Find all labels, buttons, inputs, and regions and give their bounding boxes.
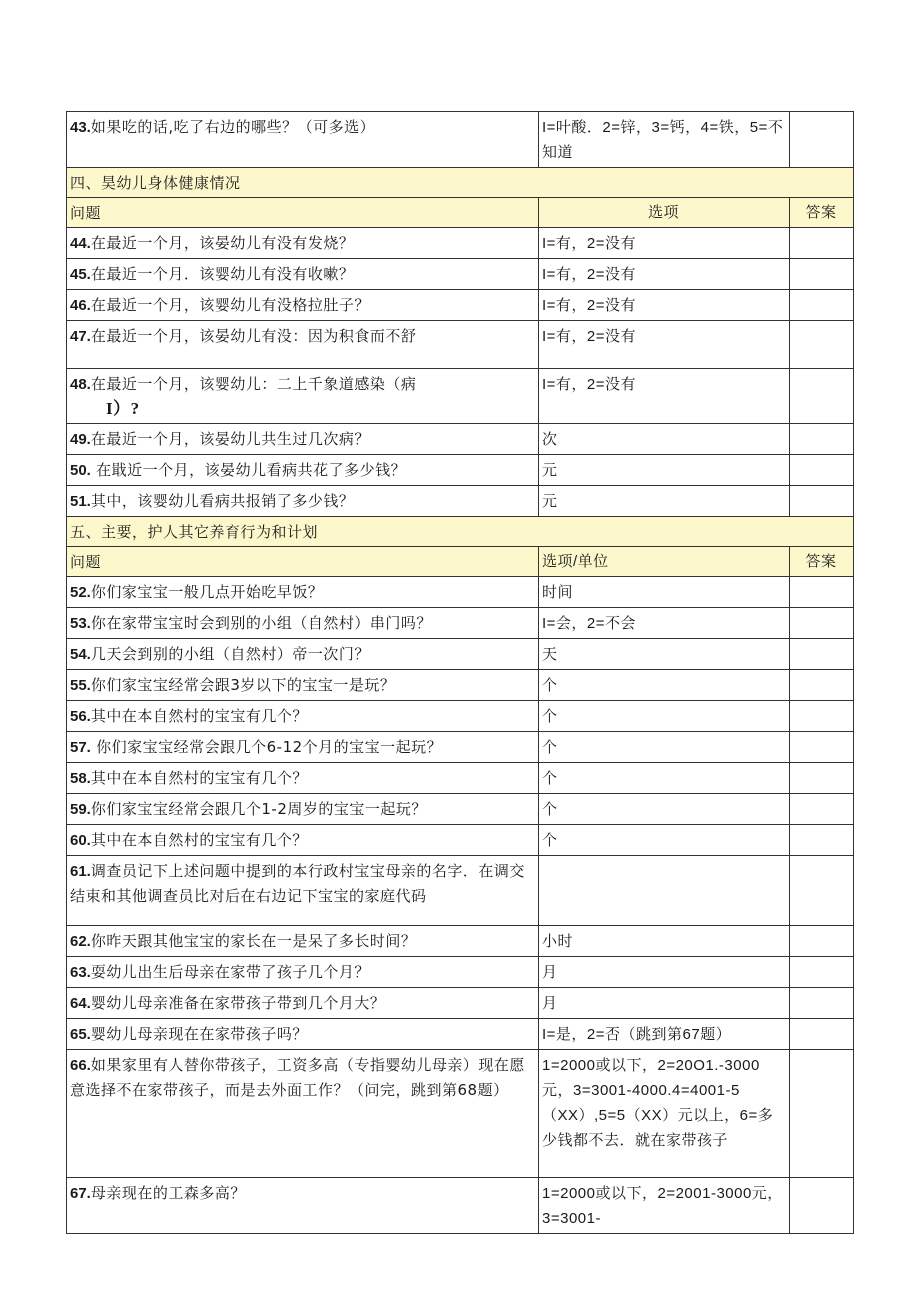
options-cell [539,957,790,988]
survey-table [66,111,854,1234]
question-row [67,701,854,732]
options-cell [539,455,790,486]
options-text: I=会，2=不会 [542,615,637,632]
question-text: 如果吃的话,吃了右边的哪些？（可多选） [90,118,376,136]
question-text: 调查员记下上述问题中提到的本行政村宝宝母亲的名字．在调交结束和其他调查员比对后在右边记下宝宝的家庭代码 [70,862,525,905]
question-text: 在最近一个月，该晏幼儿共生过几次病？ [90,430,370,448]
question-row [67,639,854,670]
question-cell [67,794,539,825]
options-text: 个 [542,677,558,694]
answer-field[interactable] [790,825,854,856]
question-row [67,290,854,321]
options-cell [539,988,790,1019]
options-text: I=叶酸．2=锌，3=钙，4=铁，5=不知道 [542,119,784,161]
answer-field[interactable] [790,639,854,670]
question-number: 51. [70,493,91,510]
question-cell [67,1019,539,1050]
options-cell [539,794,790,825]
question-number: 53. [70,615,91,632]
options-cell [539,1050,790,1178]
options-text: 个 [542,832,558,849]
question-row [67,424,854,455]
question-cell [67,369,539,424]
question-text: 耍幼儿出生后母亲在家带了孩子几个月？ [90,963,370,981]
answer-field[interactable] [790,259,854,290]
question-number: 47. [70,328,91,345]
question-text: 几天会到别的小组（自然村）帝一次门？ [90,645,370,663]
options-cell [539,1178,790,1234]
question-cell [67,228,539,259]
answer-field[interactable] [790,321,854,369]
question-number: 57. [70,739,91,756]
question-number: 44. [70,235,91,252]
question-cell [67,424,539,455]
question-cell [67,1178,539,1234]
header-answer: 答案 [790,547,854,577]
question-text: 在最近一个月，该婴幼儿：二上千象道感染（病 [90,375,417,393]
answer-field[interactable] [790,228,854,259]
question-text: 婴幼儿母亲现在在家带孩子吗？ [90,1025,308,1043]
question-row [67,228,854,259]
answer-field[interactable] [790,794,854,825]
question-row [67,259,854,290]
question-row [67,926,854,957]
options-text: 1=2000或以下，2=2001-3000元，3=3001- [542,1185,783,1227]
question-row [67,957,854,988]
question-number: 43. [70,119,91,136]
question-number: 58. [70,770,91,787]
answer-field[interactable] [790,608,854,639]
options-text: I=有，2=没有 [542,235,637,252]
question-text: 在最近一个月，该婴幼儿有没格拉肚子？ [90,296,370,314]
section-heading: 四、昊幼儿身体健康情况 [67,168,854,198]
question-cell [67,825,539,856]
answer-field[interactable] [790,455,854,486]
question-text: 你们家宝宝一般几点开始吃早饭？ [90,583,324,601]
section-heading: 五、主要，护人其它养育行为和计划 [67,517,854,547]
question-number: 55. [70,677,91,694]
options-text: 月 [542,964,558,981]
question-text: 在戢近一个月，该晏幼儿看病共花了多少钱？ [90,461,407,479]
options-cell [539,486,790,517]
header-options: 选项/单位 [539,547,790,577]
question-cell [67,639,539,670]
options-text: 次 [542,431,558,448]
survey-table-body [67,112,854,1234]
question-number: 65. [70,1026,91,1043]
answer-field[interactable] [790,1178,854,1234]
column-header-row [67,198,854,228]
options-cell [539,926,790,957]
answer-field[interactable] [790,988,854,1019]
answer-field[interactable] [790,424,854,455]
options-text: 个 [542,739,558,756]
question-text: 其中在本自然村的宝宝有几个？ [90,707,308,725]
options-cell [539,577,790,608]
options-cell [539,670,790,701]
answer-field[interactable] [790,957,854,988]
question-text: 其中在本自然村的宝宝有几个？ [90,769,308,787]
question-cell [67,763,539,794]
question-number: 63. [70,964,91,981]
question-row [67,369,854,424]
question-number: 45. [70,266,91,283]
question-cell [67,1050,539,1178]
question-cell [67,670,539,701]
answer-field[interactable] [790,763,854,794]
options-cell [539,763,790,794]
answer-field[interactable] [790,701,854,732]
question-row [67,825,854,856]
question-row [67,1178,854,1234]
question-row [67,486,854,517]
answer-field[interactable] [790,112,854,168]
question-text: 你们家宝宝经常会跟3岁以下的宝宝一是玩？ [90,676,396,694]
question-number: 67. [70,1185,91,1202]
question-text: 在最近一个月．该婴幼儿有没有收嗽？ [90,265,355,283]
question-text: 母亲现在的工森多高？ [90,1184,246,1202]
options-text: 时间 [542,584,574,601]
question-row [67,112,854,168]
question-cell [67,486,539,517]
options-cell [539,732,790,763]
answer-field[interactable] [790,926,854,957]
question-row [67,321,854,369]
answer-field[interactable] [790,290,854,321]
question-text: 如果家里有人替你带孩子，工资多高（专指婴幼儿母亲）现在愿意选择不在家带孩子，而是去外面工作？（问完，跳到第68题） [70,1056,525,1099]
question-text-tail: I）? [106,399,140,418]
question-number: 49. [70,431,91,448]
question-row [67,670,854,701]
question-cell [67,577,539,608]
options-text: 个 [542,770,558,787]
options-cell [539,701,790,732]
question-number: 48. [70,376,91,393]
question-cell [67,321,539,369]
section-heading-row [67,168,854,198]
answer-field[interactable] [790,577,854,608]
question-row [67,577,854,608]
options-cell [539,112,790,168]
options-cell [539,1019,790,1050]
question-cell [67,732,539,763]
answer-field[interactable] [790,369,854,424]
options-cell [539,825,790,856]
answer-field[interactable] [790,732,854,763]
question-cell [67,988,539,1019]
options-text: I=有，2=没有 [542,266,637,283]
question-number: 66. [70,1057,91,1074]
question-row [67,988,854,1019]
question-cell [67,957,539,988]
question-text: 你昨天跟其他宝宝的家长在一是呆了多长时间？ [90,932,417,950]
options-text: 小时 [542,933,574,950]
options-text: 个 [542,708,558,725]
question-text: 在最近一个月，该晏幼儿有没有发烧？ [90,234,355,252]
question-row [67,794,854,825]
question-cell [67,856,539,926]
options-text: 天 [542,646,558,663]
section-heading-row [67,517,854,547]
question-number: 56. [70,708,91,725]
options-text: I=是，2=否（跳到第67题） [542,1026,732,1043]
question-cell [67,926,539,957]
options-cell [539,228,790,259]
question-number: 54. [70,646,91,663]
options-text: 元 [542,493,558,510]
question-row [67,856,854,926]
answer-field[interactable] [790,486,854,517]
options-text: I=有，2=没有 [542,376,637,393]
question-row [67,455,854,486]
question-cell [67,608,539,639]
header-options: 选项 [539,198,790,228]
question-text: 其中在本自然村的宝宝有几个？ [90,831,308,849]
answer-field[interactable] [790,1050,854,1178]
question-number: 50. [70,462,91,479]
answer-field[interactable] [790,1019,854,1050]
question-number: 64. [70,995,91,1012]
header-question: 问题 [67,547,539,577]
header-answer: 答案 [790,198,854,228]
answer-field[interactable] [790,856,854,926]
question-row [67,763,854,794]
header-question: 问题 [67,198,539,228]
options-cell [539,608,790,639]
question-number: 60. [70,832,91,849]
options-cell [539,856,790,926]
answer-field[interactable] [790,670,854,701]
question-cell [67,290,539,321]
question-text: 你们家宝宝经常会跟几个6-12个月的宝宝一起玩？ [90,738,443,756]
question-row [67,1050,854,1178]
options-text: 1=2000或以下，2=20O1.-3000元，3=3001-4000.4=4001-5（XX）,5=5（XX）元以上，6=多少钱都不去．就在家带孩子 [542,1057,774,1149]
question-cell [67,112,539,168]
question-number: 59. [70,801,91,818]
options-cell [539,424,790,455]
question-number: 46. [70,297,91,314]
question-row [67,1019,854,1050]
question-number: 62. [70,933,91,950]
question-row [67,608,854,639]
question-cell [67,259,539,290]
options-cell [539,290,790,321]
question-text: 你们家宝宝经常会跟几个1-2周岁的宝宝一起玩？ [90,800,427,818]
question-cell [67,455,539,486]
options-text: I=有，2=没有 [542,297,637,314]
options-cell [539,321,790,369]
question-text: 婴幼儿母亲准备在家带孩子带到几个月大？ [90,994,386,1012]
options-text: 月 [542,995,558,1012]
column-header-row [67,547,854,577]
question-text: 其中，该婴幼儿看病共报销了多少钱？ [90,492,355,510]
question-text: 在最近一个月，该晏幼儿有没：因为积食而不舒 [90,327,417,345]
question-row [67,732,854,763]
options-text: 个 [542,801,558,818]
question-number: 61. [70,863,91,880]
options-cell [539,369,790,424]
question-text: 你在家带宝宝时会到别的小组（自然村）串门吗？ [90,614,432,632]
question-number: 52. [70,584,91,601]
options-cell [539,259,790,290]
options-text: 元 [542,462,558,479]
question-cell [67,701,539,732]
options-text: I=有，2=没有 [542,328,637,345]
options-cell [539,639,790,670]
